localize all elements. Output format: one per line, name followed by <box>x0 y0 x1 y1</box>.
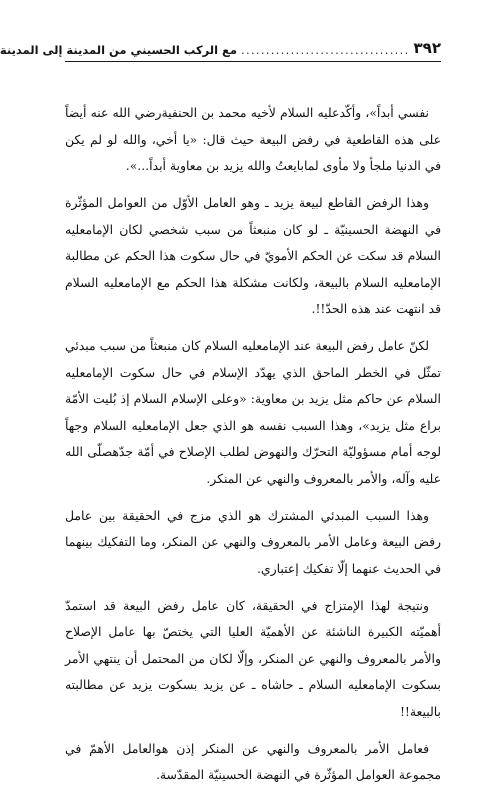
header-rule <box>65 61 441 62</box>
paragraph-3: لكنّ عامل رفض البيعة عند الإمامعليه السلام كان منبعثاً من سبب مبدئي تمثّل في الخطر الماحق الذي يهدّد الإسلام في حال سكوت الإمامعليه السلام عن حاكم مثل يزيد بن معاوية: «وعلى الإسلام السلام إذ بُليت الأمّة براع مثل يزيد»، وهذا السبب نفسه هو الذي جعل الإمامعليه السلام وجهاً لوجه أمام مسؤوليّة التحرّك والنهوض لطلب الإصلاح في أمّة جدّهصلّى الله عليه وآله، والأمر بالمعروف والنهي عن المنكر. <box>65 338 441 486</box>
running-header <box>0 34 441 57</box>
page-number: ٣٩٢ <box>413 39 441 57</box>
chapter-title: مع الركب الحسيني من المدينة إلى المدينة <box>0 42 238 57</box>
paragraph-1: نفسي أبداً»، وأكّدعليه السلام لأخيه محمد بن الحنفيةرضي الله عنه أيضاً على هذه القاطعية في رفض البيعة حيث قال: «يا أخي، والله لو لم يكن في الدنيا ملجأ ولا مأوى لمابايعتُ والله يزيد بن معاوية أبداً...». <box>65 105 441 173</box>
paragraph-6: فعامل الأمر بالمعروف والنهي عن المنكر إذن هوالعامل الأهمّ في مجموعة العوامل المؤثّرة في النهضة الحسينيّة المقدّسة. <box>65 740 441 782</box>
paragraph-2: وهذا الرفض القاطع لبيعة يزيد ـ وهو العامل الأوّل من العوامل المؤثّرة في النهضة الحسينيّة ـ لو كان منبعثاً من سبب شخصي لكان الإمامعليه السلام قد سكت عن الحكم الأمويّ في حال سكوت هذا الحكم عن مطالبة الإمامعليه السلام بالبيعة، ولكانت مشكلة هذا الحكم مع الإمامعليه السلام قد انتهت عند هذه الحدّ!!. <box>65 195 441 316</box>
paragraph-4: وهذا السبب المبدئي المشترك هو الذي مزج في الحقيقة بين عامل رفض البيعة وعامل الأمر بالمعروف والنهي عن المنكر، وما التفكيك بينهما في الحديث عنهما إلّا تفكيك إعتباري. <box>65 507 441 576</box>
leader-dots: .................................. <box>241 42 410 57</box>
body-text <box>65 100 441 789</box>
paragraph-5: ونتيجة لهذا الإمتزاج في الحقيقة، كان عامل رفض البيعة قد استمدّ أهميّته الكبيرة الناشئة عن الأهميّة العليا التي يختصّ بها عامل الإصلاح والأمر بالمعروف والنهي عن المنكر، وإلّا لكان من المحتمل أن ينتهي الأمر بسكوت الإمامعليه السلام ـ حاشاه ـ عن يزيد بسكوت يزيد عن مطالبته بالبيعة!! <box>65 597 441 719</box>
